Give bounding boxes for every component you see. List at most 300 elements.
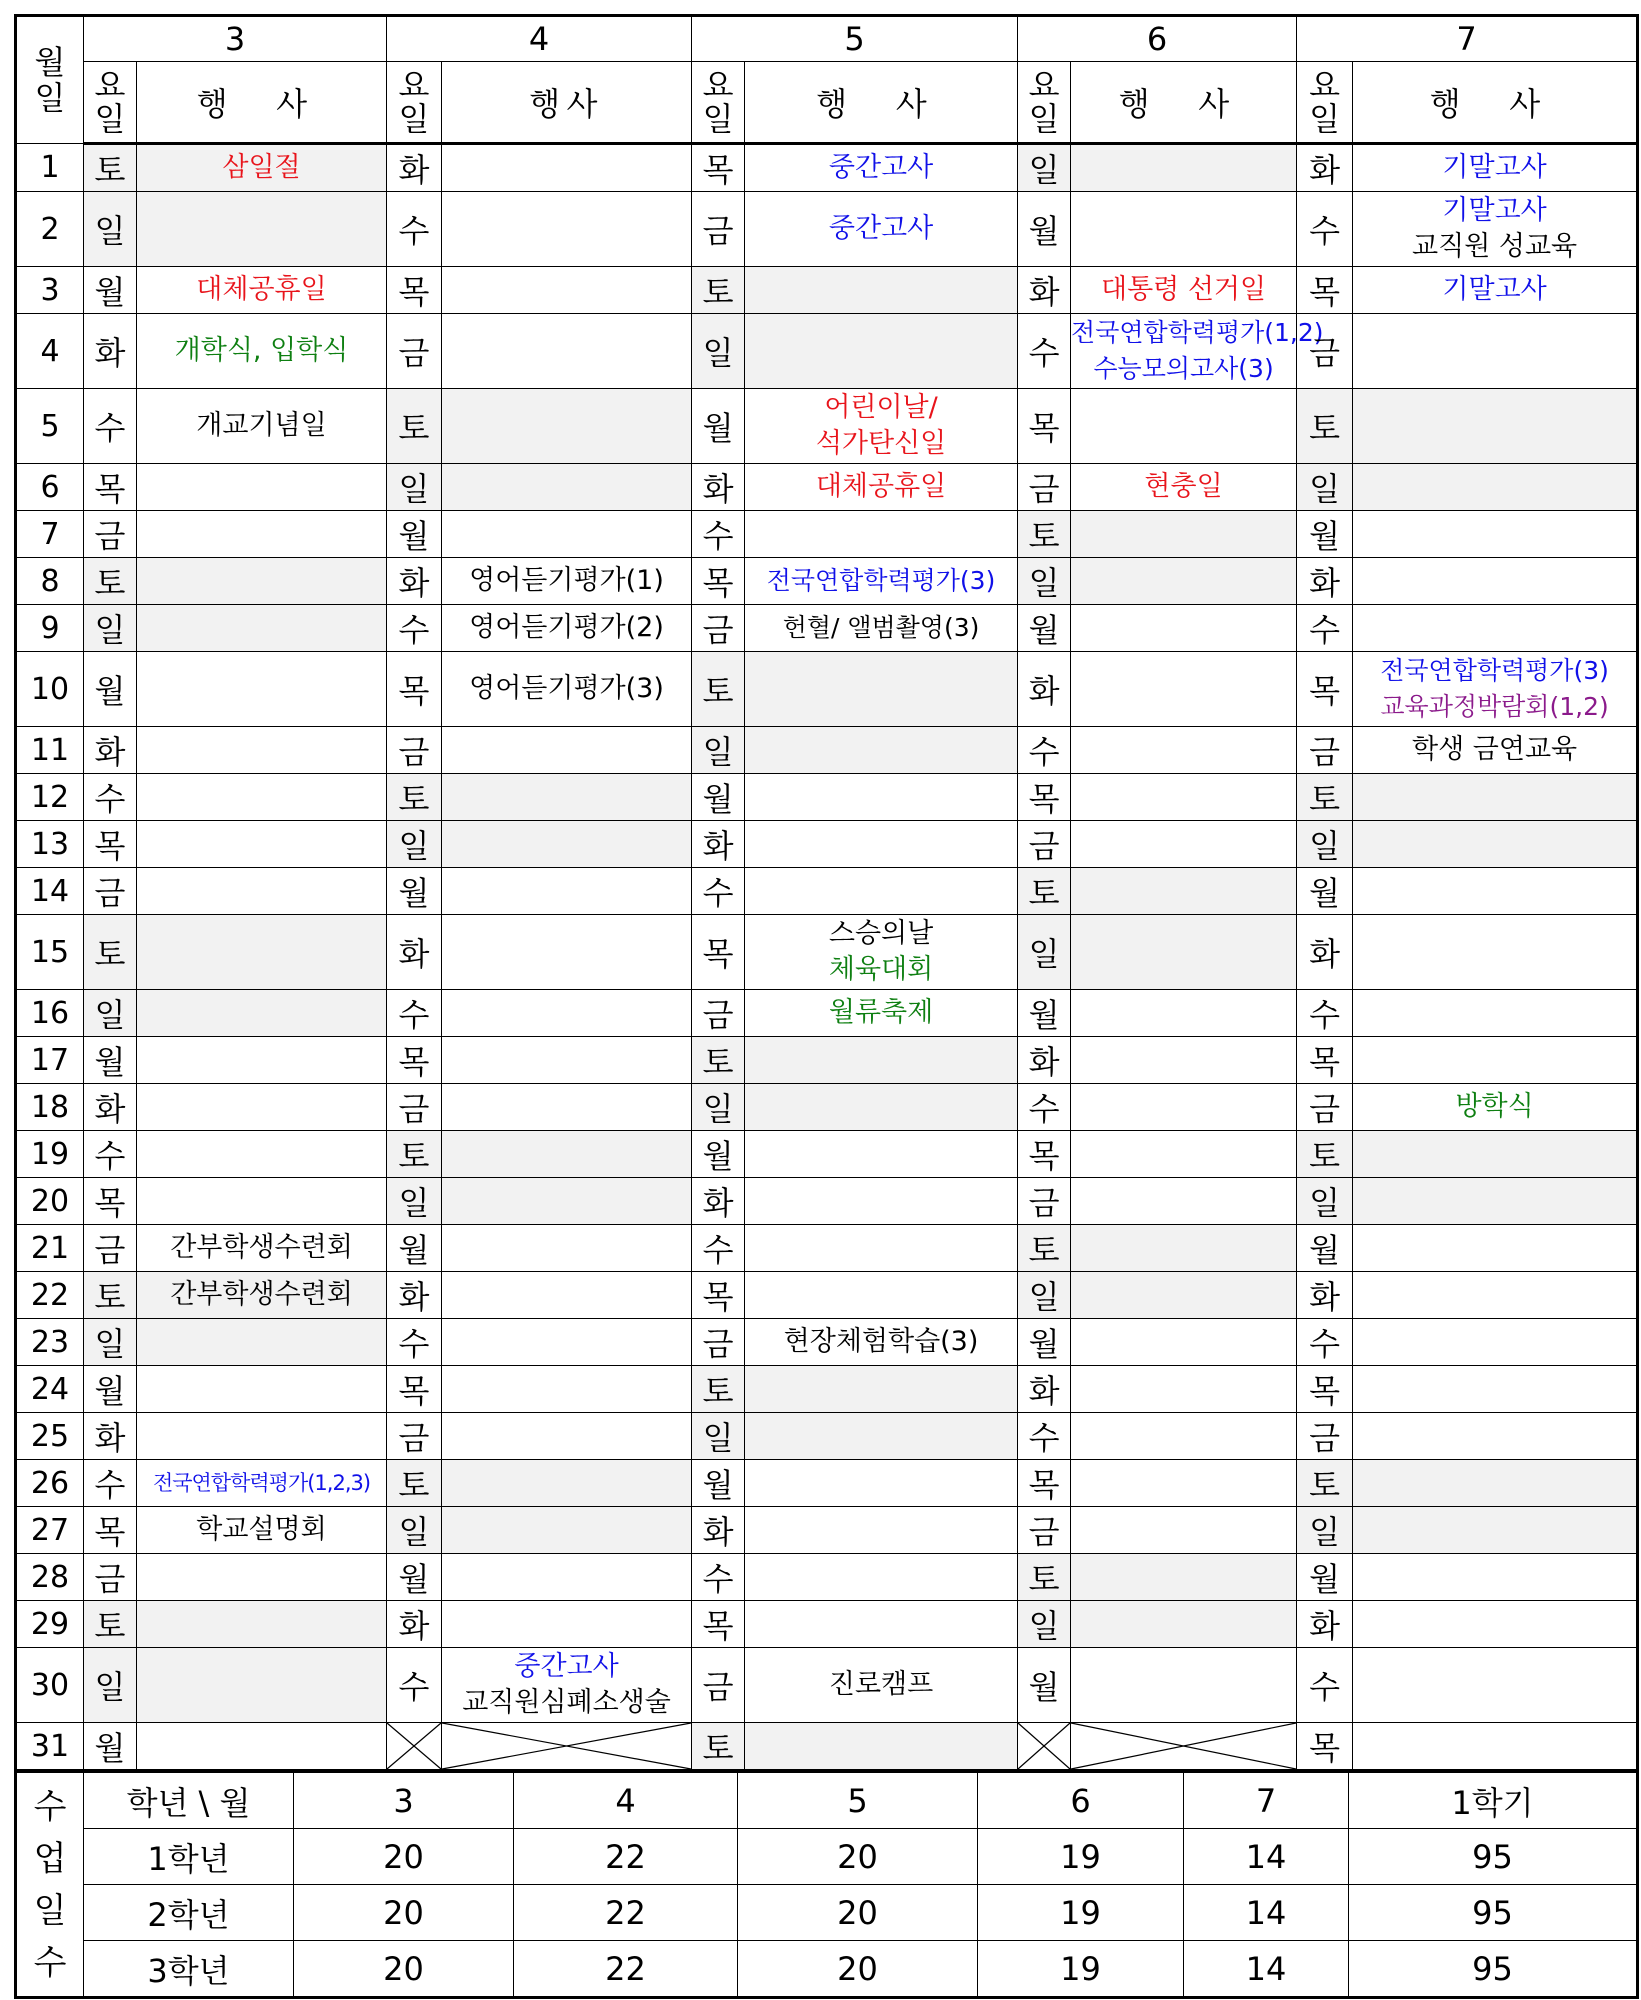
weekday-cell: 화 bbox=[1018, 652, 1071, 727]
event-cell bbox=[442, 1460, 692, 1507]
weekday-cell: 일 bbox=[84, 192, 137, 267]
event-text: 간부학생수련회 bbox=[170, 1232, 353, 1263]
day-number: 22 bbox=[16, 1272, 84, 1319]
event-cell bbox=[1353, 868, 1638, 915]
event-cell bbox=[1071, 1225, 1297, 1272]
day-number: 5 bbox=[16, 389, 84, 464]
event-cell bbox=[442, 915, 692, 990]
weekday-cell: 수 bbox=[387, 1319, 442, 1366]
weekday-cell: 화 bbox=[1018, 1366, 1071, 1413]
event-cell bbox=[1353, 1225, 1638, 1272]
calendar-row bbox=[16, 774, 1638, 821]
event-cell bbox=[1071, 314, 1324, 389]
calendar-row bbox=[16, 915, 1638, 990]
weekday-cell: 월 bbox=[1018, 605, 1071, 652]
weekday-cell: 목 bbox=[1297, 1723, 1353, 1771]
event-cell bbox=[1071, 1319, 1297, 1366]
event-cell bbox=[137, 821, 387, 868]
event-text: 영어듣기평가(1) bbox=[469, 565, 664, 596]
day-number: 14 bbox=[16, 868, 84, 915]
grade-name: 3학년 bbox=[84, 1941, 294, 1998]
weekday-cell: 목 bbox=[692, 915, 745, 990]
weekday-cell: 토 bbox=[387, 774, 442, 821]
weekday-cell: 금 bbox=[84, 868, 137, 915]
weekday-cell: 월 bbox=[692, 389, 745, 464]
weekday-cell: 목 bbox=[387, 1366, 442, 1413]
weekday-cell: 토 bbox=[84, 144, 137, 192]
event-text: 전국연합학력평가(3) bbox=[1380, 656, 1609, 685]
weekday-cell: 화 bbox=[1297, 144, 1353, 192]
weekday-label-top: 요 bbox=[94, 66, 126, 104]
class-days-value: 20 bbox=[738, 1941, 978, 1998]
month-label: 월 bbox=[34, 43, 66, 81]
event-cell bbox=[1071, 1648, 1297, 1723]
event-cell bbox=[745, 314, 1018, 389]
day-number: 30 bbox=[16, 1648, 84, 1723]
event-cell bbox=[1353, 1413, 1638, 1460]
month-day-header bbox=[16, 16, 84, 144]
calendar-row bbox=[16, 314, 1638, 389]
day-number: 19 bbox=[16, 1131, 84, 1178]
event-cell bbox=[745, 821, 1018, 868]
summary-column-header: 3 bbox=[294, 1773, 514, 1829]
weekday-header bbox=[84, 62, 137, 144]
weekday-cell: 월 bbox=[387, 868, 442, 915]
calendar-row bbox=[16, 558, 1638, 605]
summary-column-header: 6 bbox=[978, 1773, 1184, 1829]
weekday-cell: 월 bbox=[1297, 511, 1353, 558]
event-cell bbox=[137, 990, 387, 1037]
day-number: 12 bbox=[16, 774, 84, 821]
summary-column-header: 5 bbox=[738, 1773, 978, 1829]
weekday-cell: 수 bbox=[387, 990, 442, 1037]
calendar-row bbox=[16, 267, 1638, 314]
event-cell bbox=[1353, 558, 1638, 605]
event-cell bbox=[1071, 1554, 1297, 1601]
event-text: 학교설명회 bbox=[196, 1514, 327, 1545]
weekday-label-top: 요 bbox=[1309, 66, 1341, 104]
weekday-cell: 목 bbox=[1297, 1037, 1353, 1084]
weekday-cell: 일 bbox=[1297, 1178, 1353, 1225]
class-days-label-char: 업 bbox=[33, 1838, 67, 1879]
event-cell bbox=[137, 727, 387, 774]
event-cell bbox=[1353, 727, 1638, 774]
event-cell bbox=[745, 868, 1018, 915]
weekday-cell: 토 bbox=[387, 1131, 442, 1178]
event-cell bbox=[1071, 1272, 1297, 1319]
event-cell bbox=[745, 774, 1018, 821]
weekday-cell: 토 bbox=[1297, 1131, 1353, 1178]
event-cell bbox=[137, 1319, 387, 1366]
event-cell bbox=[137, 314, 387, 389]
weekday-cell: 월 bbox=[84, 267, 137, 314]
weekday-cell: 토 bbox=[1297, 1460, 1353, 1507]
calendar-row bbox=[16, 1413, 1638, 1460]
event-cell bbox=[1353, 511, 1638, 558]
weekday-cell: 토 bbox=[1018, 511, 1071, 558]
weekday-cell: 수 bbox=[692, 868, 745, 915]
day-number: 16 bbox=[16, 990, 84, 1037]
event-cell bbox=[442, 1413, 692, 1460]
weekday-cell: 수 bbox=[1297, 1319, 1353, 1366]
day-number: 3 bbox=[16, 267, 84, 314]
event-cell bbox=[137, 1554, 387, 1601]
weekday-cell: 토 bbox=[1018, 1554, 1071, 1601]
event-text: 교직원 성교육 bbox=[1412, 231, 1578, 262]
weekday-cell: 금 bbox=[387, 1084, 442, 1131]
class-days-label-char: 수 bbox=[33, 1942, 67, 1983]
event-cell bbox=[1353, 1319, 1638, 1366]
event-cell bbox=[137, 1648, 387, 1723]
event-cell bbox=[1353, 1648, 1638, 1723]
event-cell bbox=[137, 1037, 387, 1084]
calendar-row bbox=[16, 1723, 1638, 1771]
weekday-cell: 토 bbox=[1297, 389, 1353, 464]
event-cell bbox=[745, 558, 1018, 605]
weekday-header bbox=[692, 62, 745, 144]
event-cell bbox=[1353, 1084, 1638, 1131]
weekday-cell: 화 bbox=[692, 1178, 745, 1225]
weekday-cell: 일 bbox=[692, 1413, 745, 1460]
weekday-cell: 일 bbox=[84, 1648, 137, 1723]
weekday-cell: 수 bbox=[1297, 1648, 1353, 1723]
event-text: 전국연합학력평가(1,2) bbox=[1071, 318, 1324, 347]
weekday-label-bottom: 일 bbox=[1028, 100, 1060, 138]
month-header: 4 bbox=[387, 16, 692, 62]
event-cell bbox=[745, 1507, 1018, 1554]
event-cell bbox=[1353, 915, 1638, 990]
weekday-cell: 일 bbox=[1018, 915, 1071, 990]
weekday-cell: 수 bbox=[692, 511, 745, 558]
event-text: 교육과정박람회(1,2) bbox=[1380, 692, 1609, 721]
day-number: 20 bbox=[16, 1178, 84, 1225]
weekday-cell: 토 bbox=[84, 915, 137, 990]
event-cell bbox=[442, 389, 692, 464]
weekday-cell: 월 bbox=[1297, 1225, 1353, 1272]
weekday-cell: 일 bbox=[1018, 144, 1071, 192]
weekday-cell: 화 bbox=[84, 1413, 137, 1460]
weekday-cell: 토 bbox=[692, 652, 745, 727]
weekday-cell: 일 bbox=[387, 1507, 442, 1554]
event-cell bbox=[1071, 1131, 1297, 1178]
class-days-value: 20 bbox=[294, 1885, 514, 1941]
calendar-row bbox=[16, 1131, 1638, 1178]
calendar-row bbox=[16, 1272, 1638, 1319]
calendar-row bbox=[16, 1601, 1638, 1648]
event-cell bbox=[1071, 1460, 1297, 1507]
weekday-cell: 월 bbox=[1018, 990, 1071, 1037]
weekday-cell: 목 bbox=[387, 267, 442, 314]
weekday-cell: 금 bbox=[1018, 821, 1071, 868]
event-cell bbox=[1353, 144, 1638, 192]
event-cell bbox=[1353, 1037, 1638, 1084]
event-cell bbox=[442, 821, 692, 868]
event-cell bbox=[442, 558, 692, 605]
event-cell bbox=[1071, 1178, 1297, 1225]
calendar-row bbox=[16, 1319, 1638, 1366]
event-cell bbox=[1353, 314, 1638, 389]
event-cell bbox=[745, 1131, 1018, 1178]
day-number: 9 bbox=[16, 605, 84, 652]
event-cell bbox=[137, 1225, 387, 1272]
weekday-cell: 금 bbox=[692, 1648, 745, 1723]
event-cell bbox=[442, 1037, 692, 1084]
event-text: 영어듣기평가(3) bbox=[469, 673, 664, 704]
grade-name: 1학년 bbox=[84, 1829, 294, 1885]
event-text: 중간고사 bbox=[828, 213, 934, 244]
event-text: 개교기념일 bbox=[196, 410, 327, 441]
weekday-cell: 토 bbox=[1018, 1225, 1071, 1272]
weekday-cell: 일 bbox=[387, 821, 442, 868]
event-cell bbox=[1071, 727, 1297, 774]
weekday-cell: 수 bbox=[1018, 1413, 1071, 1460]
weekday-label-top: 요 bbox=[702, 66, 734, 104]
event-cell bbox=[137, 1366, 387, 1413]
weekday-cell: 금 bbox=[1297, 1413, 1353, 1460]
event-cell bbox=[1071, 267, 1297, 314]
weekday-cell: 수 bbox=[387, 1648, 442, 1723]
weekday-cell: 일 bbox=[84, 1319, 137, 1366]
day-number: 1 bbox=[16, 144, 84, 192]
event-cell bbox=[745, 1366, 1018, 1413]
weekday-cell: 화 bbox=[387, 1272, 442, 1319]
weekday-cell: 일 bbox=[692, 727, 745, 774]
day-number: 29 bbox=[16, 1601, 84, 1648]
weekday-cell: 토 bbox=[1018, 868, 1071, 915]
calendar-row bbox=[16, 1507, 1638, 1554]
weekday-header bbox=[1018, 62, 1071, 144]
weekday-cell: 월 bbox=[1018, 192, 1071, 267]
weekday-cell: 일 bbox=[692, 1084, 745, 1131]
calendar-row bbox=[16, 464, 1638, 511]
event-cell bbox=[1071, 1366, 1297, 1413]
weekday-cell: 화 bbox=[1297, 1272, 1353, 1319]
event-text: 월류축제 bbox=[828, 997, 934, 1028]
event-cell bbox=[1071, 915, 1297, 990]
event-text: 석가탄신일 bbox=[815, 428, 947, 459]
weekday-cell: 일 bbox=[84, 990, 137, 1037]
event-cell bbox=[1353, 464, 1638, 511]
weekday-cell: 토 bbox=[1297, 774, 1353, 821]
weekday-cell: 월 bbox=[387, 1554, 442, 1601]
weekday-cell: 수 bbox=[1018, 1084, 1071, 1131]
month-header: 6 bbox=[1018, 16, 1297, 62]
event-cell bbox=[442, 1723, 692, 1771]
event-cell bbox=[1353, 267, 1638, 314]
event-cell bbox=[745, 1723, 1018, 1771]
event-cell bbox=[137, 1131, 387, 1178]
month-header: 7 bbox=[1297, 16, 1638, 62]
calendar-row bbox=[16, 652, 1638, 727]
day-number: 7 bbox=[16, 511, 84, 558]
weekday-cell: 목 bbox=[84, 1178, 137, 1225]
event-cell bbox=[1353, 1460, 1638, 1507]
class-days-value: 95 bbox=[1349, 1829, 1638, 1885]
month-header-row bbox=[16, 16, 1638, 62]
calendar-row bbox=[16, 868, 1638, 915]
event-header: 행 사 bbox=[745, 62, 1018, 144]
event-cell bbox=[1353, 605, 1638, 652]
weekday-cell: 목 bbox=[1297, 267, 1353, 314]
day-number: 17 bbox=[16, 1037, 84, 1084]
weekday-cell: 화 bbox=[387, 915, 442, 990]
summary-column-header: 4 bbox=[514, 1773, 738, 1829]
weekday-label-top: 요 bbox=[398, 66, 430, 104]
weekday-cell: 수 bbox=[1297, 605, 1353, 652]
class-days-value: 22 bbox=[514, 1941, 738, 1998]
weekday-cell: 목 bbox=[1018, 1460, 1071, 1507]
weekday-cell: 토 bbox=[387, 389, 442, 464]
weekday-label-bottom: 일 bbox=[94, 100, 126, 138]
event-cell bbox=[745, 1648, 1018, 1723]
weekday-cell: 화 bbox=[387, 558, 442, 605]
weekday-cell: 금 bbox=[1297, 314, 1353, 389]
event-text: 기말고사 bbox=[1442, 195, 1547, 226]
event-cell bbox=[1353, 192, 1638, 267]
event-cell bbox=[745, 1319, 1018, 1366]
event-cell bbox=[442, 1272, 692, 1319]
empty-cross bbox=[1071, 1723, 1296, 1769]
weekday-cell: 수 bbox=[387, 192, 442, 267]
event-cell bbox=[745, 464, 1018, 511]
weekday-cell bbox=[387, 1723, 442, 1771]
class-days-value: 20 bbox=[738, 1829, 978, 1885]
weekday-cell: 월 bbox=[1297, 1554, 1353, 1601]
event-cell bbox=[1071, 1507, 1297, 1554]
event-cell bbox=[442, 652, 692, 727]
weekday-label-bottom: 일 bbox=[702, 100, 734, 138]
weekday-cell: 화 bbox=[692, 821, 745, 868]
class-days-label-char: 수 bbox=[33, 1786, 67, 1827]
event-cell bbox=[137, 464, 387, 511]
event-cell bbox=[1071, 652, 1297, 727]
event-cell bbox=[1353, 389, 1638, 464]
event-text: 대통령 선거일 bbox=[1101, 274, 1267, 305]
event-cell bbox=[137, 511, 387, 558]
event-text: 스승의날 bbox=[828, 918, 934, 949]
event-cell bbox=[1071, 192, 1297, 267]
calendar-row bbox=[16, 727, 1638, 774]
month-header: 3 bbox=[84, 16, 387, 62]
event-cell bbox=[745, 605, 1018, 652]
weekday-cell: 일 bbox=[1297, 821, 1353, 868]
event-text: 전국연합학력평가(1,2,3) bbox=[152, 1471, 371, 1495]
event-cell bbox=[1071, 821, 1297, 868]
day-number: 31 bbox=[16, 1723, 84, 1771]
event-cell bbox=[442, 267, 692, 314]
class-days-value: 22 bbox=[514, 1885, 738, 1941]
calendar-row bbox=[16, 1037, 1638, 1084]
calendar-row bbox=[16, 1554, 1638, 1601]
weekday-cell: 토 bbox=[84, 1601, 137, 1648]
event-text: 중간고사 bbox=[514, 1651, 619, 1682]
column-header-row bbox=[16, 62, 1638, 144]
weekday-cell: 금 bbox=[1018, 464, 1071, 511]
calendar-row bbox=[16, 1084, 1638, 1131]
event-cell bbox=[745, 192, 1018, 267]
event-cell bbox=[137, 1272, 387, 1319]
weekday-cell: 월 bbox=[692, 774, 745, 821]
weekday-cell: 화 bbox=[387, 144, 442, 192]
event-cell bbox=[745, 144, 1018, 192]
event-cell bbox=[442, 511, 692, 558]
event-cell bbox=[745, 1272, 1018, 1319]
weekday-cell: 월 bbox=[692, 1460, 745, 1507]
calendar-body bbox=[16, 144, 1638, 1771]
weekday-cell bbox=[1018, 1723, 1071, 1771]
weekday-cell: 수 bbox=[84, 1131, 137, 1178]
class-days-value: 19 bbox=[978, 1829, 1184, 1885]
weekday-cell: 일 bbox=[387, 1178, 442, 1225]
event-cell bbox=[137, 1460, 387, 1507]
event-cell bbox=[1071, 464, 1297, 511]
class-days-value: 19 bbox=[978, 1941, 1184, 1998]
weekday-cell: 목 bbox=[387, 1037, 442, 1084]
empty-cross bbox=[1018, 1723, 1070, 1769]
calendar-row bbox=[16, 605, 1638, 652]
event-text: 간부학생수련회 bbox=[170, 1279, 353, 1310]
weekday-header bbox=[387, 62, 442, 144]
event-cell bbox=[1353, 1131, 1638, 1178]
summary-column-header: 1학기 bbox=[1349, 1773, 1638, 1829]
class-days-value: 14 bbox=[1184, 1941, 1349, 1998]
event-text: 중간고사 bbox=[828, 152, 934, 183]
weekday-cell: 월 bbox=[387, 511, 442, 558]
class-days-value: 20 bbox=[294, 1941, 514, 1998]
event-cell bbox=[1071, 605, 1297, 652]
weekday-cell: 일 bbox=[1297, 1507, 1353, 1554]
weekday-cell: 토 bbox=[692, 1037, 745, 1084]
class-days-value: 19 bbox=[978, 1885, 1184, 1941]
weekday-cell: 토 bbox=[692, 267, 745, 314]
grade-row bbox=[16, 1829, 1638, 1885]
event-text: 현충일 bbox=[1144, 471, 1223, 502]
weekday-cell: 월 bbox=[1297, 868, 1353, 915]
event-text: 전국연합학력평가(3) bbox=[766, 566, 996, 595]
weekday-cell: 수 bbox=[692, 1554, 745, 1601]
event-cell bbox=[745, 990, 1018, 1037]
weekday-cell: 화 bbox=[387, 1601, 442, 1648]
event-cell bbox=[1353, 1178, 1638, 1225]
weekday-cell: 수 bbox=[692, 1225, 745, 1272]
class-days-value: 22 bbox=[514, 1829, 738, 1885]
event-text: 개학식, 입학식 bbox=[174, 335, 349, 366]
day-number: 2 bbox=[16, 192, 84, 267]
event-cell bbox=[137, 1723, 387, 1771]
event-cell bbox=[1071, 389, 1297, 464]
weekday-cell: 금 bbox=[692, 990, 745, 1037]
event-cell bbox=[442, 1319, 692, 1366]
calendar-table bbox=[14, 14, 1639, 1772]
day-number: 10 bbox=[16, 652, 84, 727]
calendar-row bbox=[16, 389, 1638, 464]
event-cell bbox=[442, 1648, 692, 1723]
weekday-cell: 목 bbox=[1018, 1131, 1071, 1178]
day-number: 4 bbox=[16, 314, 84, 389]
event-cell bbox=[137, 605, 387, 652]
event-cell bbox=[1353, 821, 1638, 868]
event-cell bbox=[745, 1601, 1018, 1648]
weekday-cell: 일 bbox=[387, 464, 442, 511]
weekday-cell: 월 bbox=[1018, 1648, 1071, 1723]
event-text: 어린이날/ bbox=[824, 392, 938, 423]
event-cell bbox=[442, 314, 692, 389]
event-cell bbox=[442, 1601, 692, 1648]
event-text: 헌혈/ 앨범촬영(3) bbox=[782, 613, 980, 642]
event-text: 기말고사 bbox=[1442, 152, 1547, 183]
weekday-cell: 목 bbox=[692, 1601, 745, 1648]
weekday-cell: 화 bbox=[692, 464, 745, 511]
